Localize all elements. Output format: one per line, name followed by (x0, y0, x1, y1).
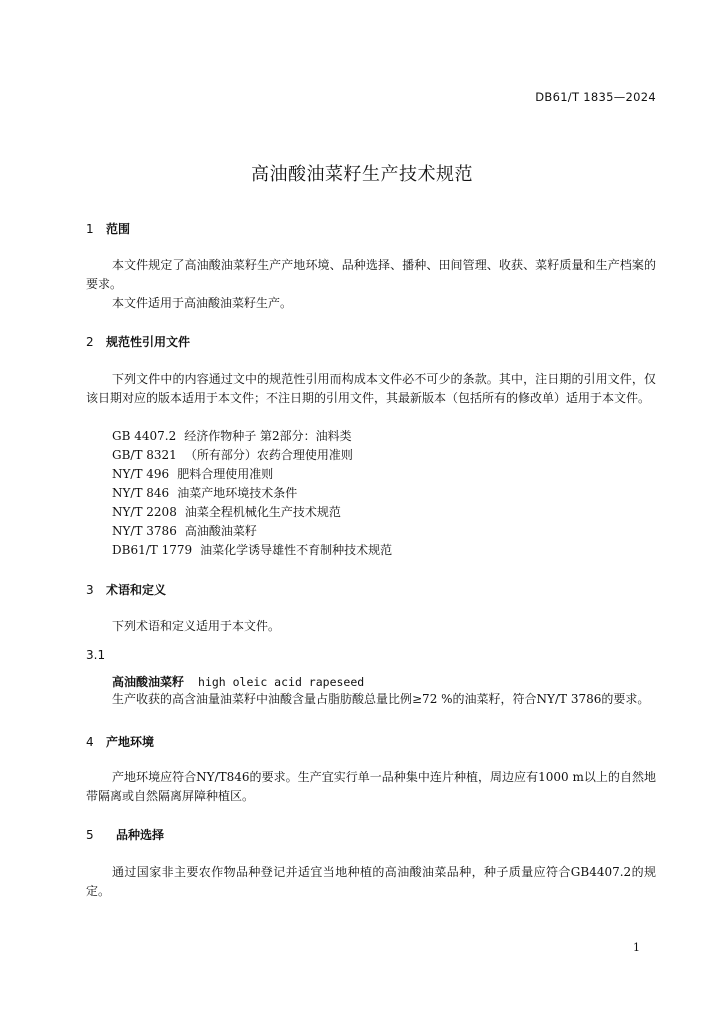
reference-code: NY/T 2208 (112, 505, 177, 519)
section-1-paragraph-1: 本文件规定了高油酸油菜籽生产产地环境、品种选择、播种、田间管理、收获、菜籽质量和生产档案的要求。 (86, 258, 656, 291)
reference-item (112, 427, 352, 446)
section-3-paragraph-1: 下列术语和定义适用于本文件。 (112, 619, 281, 633)
reference-code: GB/T 8321 (112, 448, 177, 462)
section-title: 产地环境 (106, 735, 155, 749)
section-title: 术语和定义 (106, 583, 167, 597)
reference-name: 高油酸油菜籽 (184, 524, 257, 538)
section-number: 4 (86, 735, 94, 749)
reference-item (112, 484, 297, 503)
section-4-paragraph-1: 产地环境应符合NY/T846的要求。生产宜实行单一品种集中连片种植，周边应有1000 m以上的自然地带隔离或自然隔离屏障种植区。 (86, 770, 656, 803)
reference-item (112, 446, 353, 465)
term-chinese: 高油酸油菜籽 (112, 675, 185, 689)
section-2-heading (86, 333, 190, 350)
reference-item (112, 465, 273, 484)
section-5-heading (86, 826, 164, 843)
reference-item (112, 541, 392, 560)
subsection-number: 3.1 (86, 648, 106, 662)
document-title: 高油酸油菜籽生产技术规范 (251, 164, 473, 185)
section-title: 品种选择 (116, 828, 165, 842)
reference-code: NY/T 3786 (112, 524, 177, 538)
reference-name: 油菜全程机械化生产技术规范 (184, 505, 341, 519)
section-number: 3 (86, 583, 94, 597)
reference-item (112, 522, 257, 541)
reference-code: NY/T 496 (112, 467, 170, 481)
section-number: 1 (86, 222, 94, 236)
term-entry (112, 673, 364, 690)
reference-name: 经济作物种子 第2部分：油料类 (184, 429, 352, 443)
section-1-heading (86, 220, 130, 237)
section-title: 范围 (106, 222, 131, 236)
reference-name: （所有部分）农药合理使用准则 (184, 448, 353, 462)
section-4-heading (86, 733, 154, 750)
reference-code: GB 4407.2 (112, 429, 177, 443)
section-2-paragraph-1: 下列文件中的内容通过文中的规范性引用而构成本文件必不可少的条款。其中，注日期的引用文件，仅该日期对应的版本适用于本文件；不注日期的引用文件，其最新版本（包括所有的修改单）适用于本文件。 (86, 372, 656, 405)
reference-item (112, 503, 341, 522)
section-1-paragraph-2: 本文件适用于高油酸油菜籽生产。 (112, 296, 293, 310)
standard-code: DB61/T 1835—2024 (535, 90, 656, 104)
term-english: high oleic acid rapeseed (198, 675, 365, 689)
section-5-paragraph-1: 通过国家非主要农作物品种登记并适宜当地种植的高油酸油菜品种，种子质量应符合GB4407.2的规定。 (86, 865, 656, 898)
section-title: 规范性引用文件 (106, 335, 191, 349)
reference-name: 油菜产地环境技术条件 (177, 486, 298, 500)
term-definition: 生产收获的高含油量油菜籽中油酸含量占脂肪酸总量比例≥72 %的油菜籽，符合NY/T 3786的要求。 (112, 692, 650, 706)
reference-name: 油菜化学诱导雄性不育制种技术规范 (200, 543, 393, 557)
reference-name: 肥料合理使用准则 (177, 467, 274, 481)
section-number: 2 (86, 335, 94, 349)
page-number: 1 (633, 941, 640, 954)
reference-code: NY/T 846 (112, 486, 170, 500)
section-3-heading (86, 581, 166, 598)
section-number: 5 (86, 828, 94, 842)
reference-code: DB61/T 1779 (112, 543, 193, 557)
